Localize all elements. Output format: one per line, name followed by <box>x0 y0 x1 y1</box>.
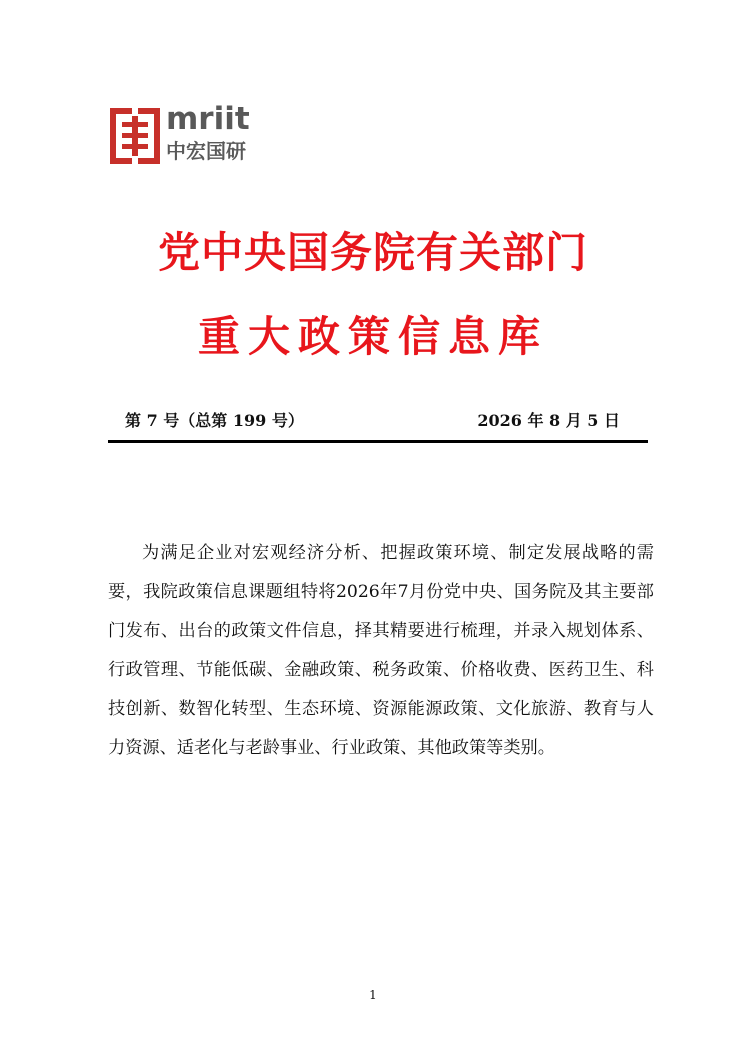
logo <box>110 101 260 167</box>
page-number: 1 <box>369 988 377 1002</box>
issue-number: 第 7 号（总第 199 号） <box>125 411 304 430</box>
document-title-line-2: 重大政策信息库 <box>197 312 548 361</box>
header-divider <box>108 440 648 443</box>
logo-text-en: mriit <box>166 101 250 137</box>
issue-date: 2026 年 8 月 5 日 <box>477 411 620 430</box>
document-title-line-1: 党中央国务院有关部门 <box>157 228 588 277</box>
mriit-logo-mark-icon <box>110 108 160 164</box>
logo-text-cn: 中宏国研 <box>166 139 246 163</box>
intro-paragraph: 为满足企业对宏观经济分析、把握政策环境、制定发展战略的需要，我院政策信息课题组特将2026年7月份党中央、国务院及其主要部门发布、出台的政策文件信息，择其精要进行梳理，并录入规划体系、行政管理、节能低碳、金融政策、税务政策、价格收费、医药卫生、科技创新、数智化转型、生态环境、资源能源政策、文化旅游、教育与人力资源、适老化与老龄事业、行业政策、其他政策等类别。 <box>108 543 654 758</box>
